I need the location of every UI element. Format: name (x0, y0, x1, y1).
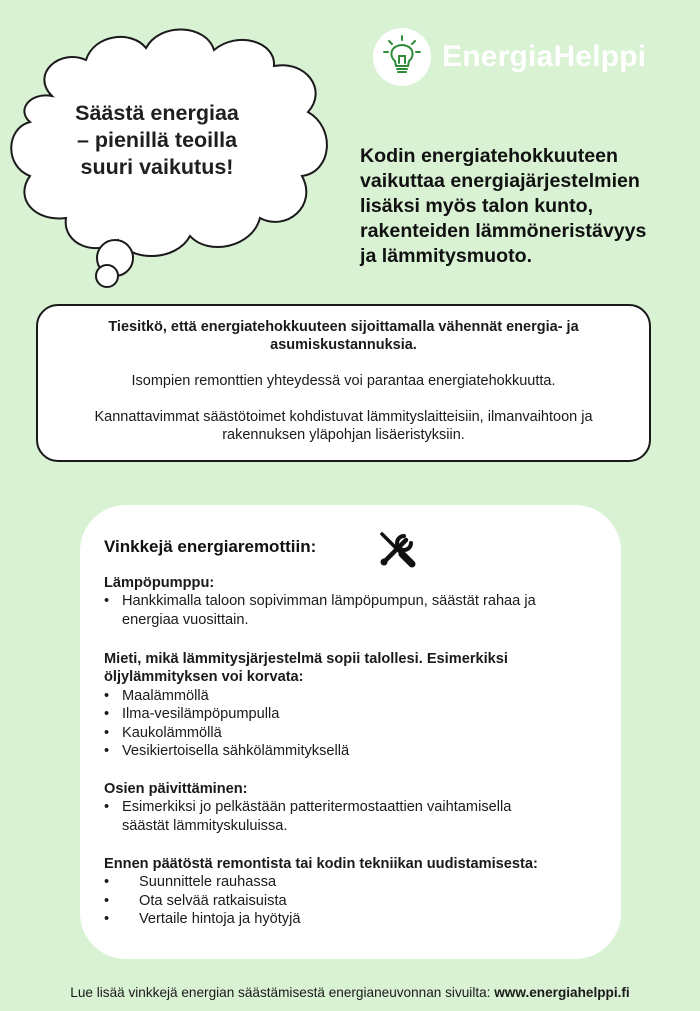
tools-icon (376, 528, 418, 570)
cloud-line: Säästä energiaa (75, 101, 239, 125)
lightbulb-icon (373, 28, 431, 86)
bullet-list (104, 592, 584, 629)
section-heading: Mieti, mikä lämmitysjärjestelmä sopii talollesi. Esimerkiksi (104, 651, 508, 667)
logo-badge (373, 28, 431, 86)
tip-section-heatpump (104, 574, 584, 629)
info-line: Isompien remonttien yhteydessä voi parantaa energiatehokkuutta. (131, 373, 556, 389)
tip-section-parts (104, 780, 584, 835)
section-heading: Osien päivittäminen: (104, 781, 248, 797)
headline (360, 144, 690, 269)
bullet-list (104, 798, 584, 835)
section-heading: Lämpöpumppu: (104, 575, 215, 591)
info-line: Kannattavimmat säästötoimet kohdistuvat lämmityslaitteisiin, ilmanvaihtoon ja (94, 409, 593, 425)
list-item-text: säästät lämmityskuluissa. (122, 817, 288, 834)
list-item: • Ilma-vesilämpöpumpulla (104, 705, 584, 723)
headline-line: lisäksi myös talon kunto, (360, 195, 594, 217)
list-item: • Vesikiertoisella sähkölämmityksellä (104, 742, 584, 760)
headline-line: vaikuttaa energiajärjestelmien (360, 170, 640, 192)
list-item-text: • Hankkimalla taloon sopivimman lämpöpumpun, säästät rahaa ja (122, 593, 536, 610)
headline-line: Kodin energiatehokkuuteen (360, 145, 619, 167)
footer-text: Lue lisää vinkkejä energian säästämisestä energianeuvonnan sivuilta: (70, 985, 495, 1000)
list-item: • Vertaile hintoja ja hyötyjä (104, 910, 604, 928)
list-item: • Maalämmöllä (104, 687, 584, 705)
list-item: • Kaukolämmöllä (104, 724, 584, 742)
cloud-line: suuri vaikutus! (80, 155, 234, 179)
cloud-line: – pienillä teoilla (76, 128, 238, 152)
headline-line: rakenteiden lämmöneristävyys (360, 220, 647, 242)
section-heading: öljylämmityksen voi korvata: (104, 669, 304, 686)
list-item-text: • Esimerkiksi jo pelkästään patteritermostaattien vaihtamisella (122, 799, 512, 816)
list-item (104, 798, 584, 835)
info-bold-line: Tiesitkö, että energiatehokkuuteen sijoittamalla vähennät energia- ja (108, 319, 579, 335)
tips-title: Vinkkejä energiaremottiin: (104, 537, 317, 556)
logo-wordmark: EnergiaHelppi (442, 40, 647, 73)
footer-link[interactable]: www.energiahelppi.fi (494, 985, 630, 1000)
info-bold-line: asumiskustannuksia. (270, 337, 417, 353)
tip-section-before-renovation (104, 855, 604, 929)
headline-line: ja lämmitysmuoto. (360, 245, 533, 267)
list-item-text: energiaa vuosittain. (122, 611, 249, 628)
info-line: rakennuksen yläpohjan lisäeristyksiin. (222, 427, 465, 443)
tip-section-heating-system (104, 650, 584, 760)
list-item: • Ota selvää ratkaisuista (104, 892, 604, 910)
list-item: • Suunnittele rauhassa (104, 873, 604, 891)
section-heading: Ennen päätöstä remontista tai kodin tekniikan uudistamisesta: (104, 856, 538, 872)
info-box (36, 304, 651, 462)
bullet-list (104, 873, 604, 928)
bullet-list (104, 687, 584, 761)
cloud-slogan (58, 100, 256, 181)
footer (0, 985, 700, 1000)
list-item (104, 592, 584, 629)
